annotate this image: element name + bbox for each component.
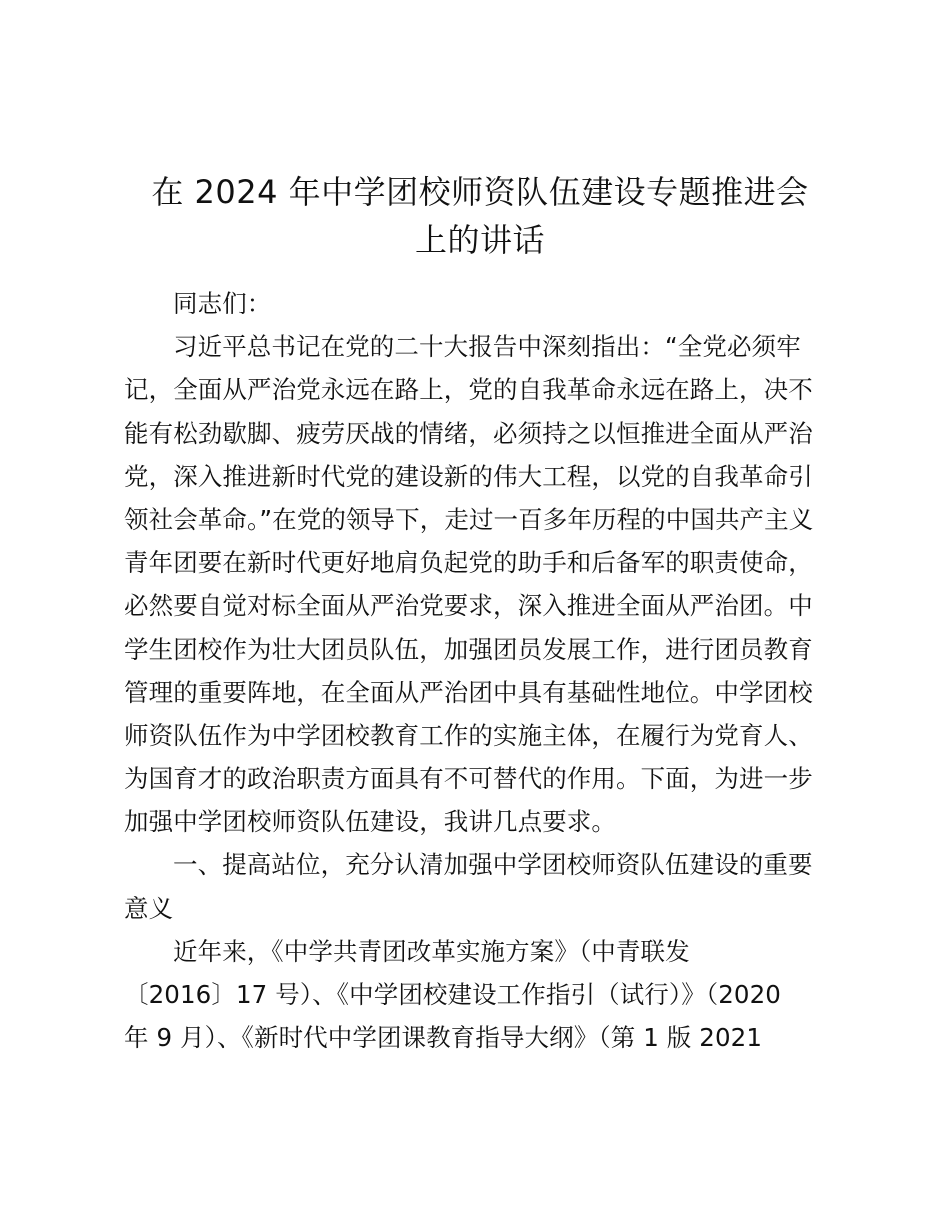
paragraph-line: 必然要自觉对标全面从严治党要求，深入推进全面从严治团。中: [124, 591, 813, 621]
paragraph-line: 学生团校作为壮大团员队伍，加强团员发展工作，进行团员教育: [124, 634, 813, 664]
paragraph-line: 青年团要在新时代更好地肩负起党的助手和后备军的职责使命，: [124, 548, 813, 578]
paragraph-line: 能有松劲歇脚、疲劳厌战的情绪，必须持之以恒推进全面从严治: [124, 418, 813, 448]
paragraph-line: 领社会革命。”在党的领导下，走过一百多年历程的中国共产主义: [124, 504, 814, 534]
title-line-1: 在 2024 年中学团校师资队伍建设专题推进会: [151, 173, 809, 211]
section-heading: 一、提高站位，充分认清加强中学团校师资队伍建设的重要: [173, 850, 813, 880]
paragraph-line: 年 9 月）、《新时代中学团课教育指导大纲》（第 1 版 2021: [124, 1023, 763, 1053]
title-line-2: 上的讲话: [414, 221, 545, 259]
paragraph-line: 为国育才的政治职责方面具有不可替代的作用。下面，为进一步: [124, 764, 813, 794]
document-title: [120, 168, 840, 264]
paragraph-line: 师资队伍作为中学团校教育工作的实施主体，在履行为党育人、: [124, 720, 813, 750]
paragraph-line: 习近平总书记在党的二十大报告中深刻指出：“全党必须牢: [173, 332, 801, 362]
document-body: [124, 282, 836, 1059]
salutation: 同志们：: [173, 289, 272, 318]
section-heading-continued: 意义: [124, 893, 174, 923]
paragraph-line: 近年来，《中学共青团改革实施方案》（中青联发: [173, 936, 690, 966]
paragraph-line: 记，全面从严治党永远在路上，党的自我革命永远在路上，决不: [124, 375, 813, 405]
paragraph-line: 管理的重要阵地，在全面从严治团中具有基础性地位。中学团校: [124, 677, 813, 707]
paragraph-line: 党，深入推进新时代党的建设新的伟大工程，以党的自我革命引: [124, 461, 813, 491]
paragraph-line: 加强中学团校师资队伍建设，我讲几点要求。: [124, 807, 616, 837]
paragraph-line: 〔2016〕17 号）、《中学团校建设工作指引（试行）》（2020: [124, 980, 781, 1009]
